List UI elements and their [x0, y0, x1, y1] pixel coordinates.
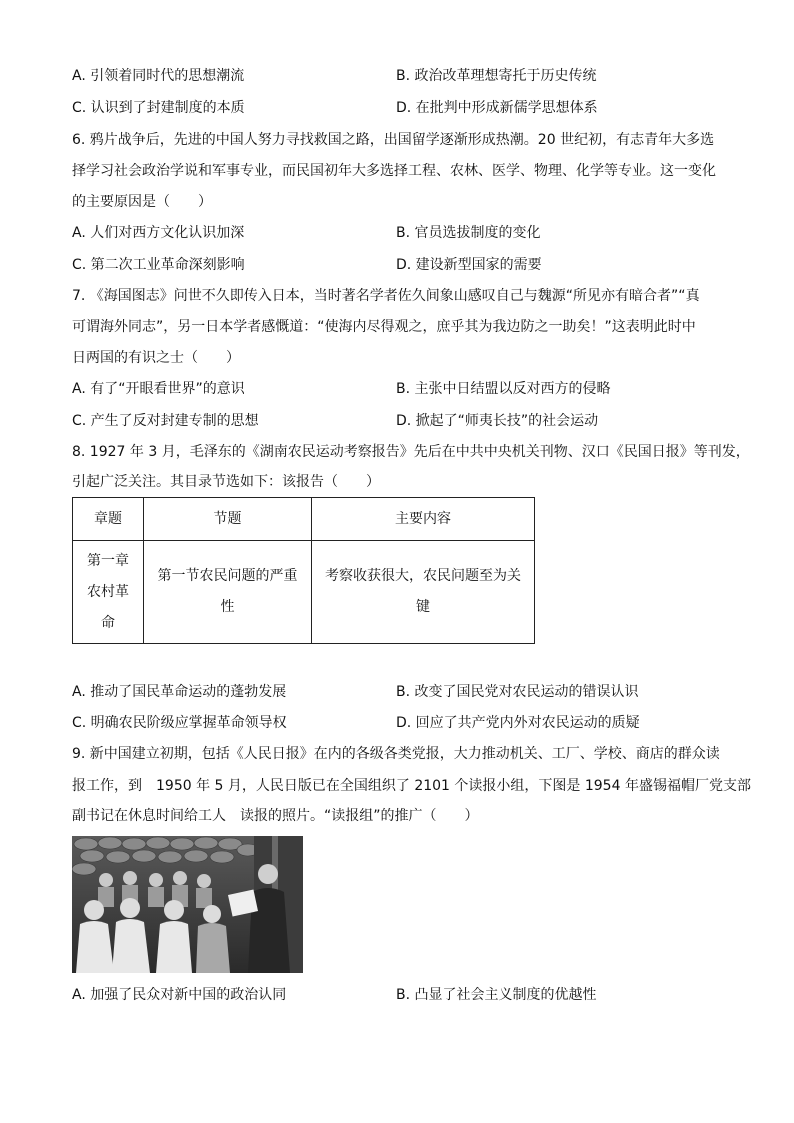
section-line: 第一节农民问题的严重 — [157, 568, 298, 584]
q9-option-b: B. 凸显了社会主义制度的优越性 — [396, 987, 597, 1003]
q6-stem-line1: 6. 鸦片战争后，先进的中国人努力寻找救国之路，出国留学逐渐形成热潮。20 世纪初，有志青年大多选 — [72, 132, 715, 148]
table-cell-chapter — [73, 541, 144, 644]
chapter-line: 农村革 — [87, 583, 129, 600]
table-cell-content — [312, 541, 535, 644]
content-line: 考察收获很大，农民问题至为关 — [325, 568, 521, 584]
q7-option-d: D. 掀起了“师夷长技”的社会运动 — [396, 413, 599, 429]
q7-option-c: C. 产生了反对封建专制的思想 — [72, 413, 259, 429]
q8-option-a: A. 推动了国民革命运动的蓬勃发展 — [72, 684, 287, 700]
table-cell-section — [144, 541, 312, 644]
q8-stem-line1: 8. 1927 年 3 月，毛泽东的《湖南农民运动考察报告》先后在中共中央机关刊物、汉口《民国日报》等刊发， — [72, 444, 750, 460]
section-line: 性 — [220, 599, 235, 615]
q8-option-b: B. 改变了国民党对农民运动的错误认识 — [396, 684, 639, 700]
report-toc-table — [72, 497, 535, 644]
q9-stem-line1: 9. 新中国建立初期，包括《人民日报》在内的各级各类党报，大力推动机关、工厂、学校、商店的群众读 — [72, 746, 720, 762]
q9-option-a: A. 加强了民众对新中国的政治认同 — [72, 987, 287, 1003]
q9-stem-line2: 报工作，到 1950 年 5 月，人民日版已在全国组织了 2101 个读报小组，下图是 1954 年盛锡福帽厂党支部 — [72, 778, 751, 794]
table-header-content: 主要内容 — [312, 498, 535, 541]
newspaper-reading-photo — [72, 836, 303, 973]
q5-option-d: D. 在批判中形成新儒学思想体系 — [396, 100, 598, 116]
q8-option-c: C. 明确农民阶级应掌握革命领导权 — [72, 715, 287, 731]
q6-stem-line2: 择学习社会政治学说和军事专业，而民国初年大多选择工程、农林、医学、物理、化学等专业。这一变化 — [72, 163, 716, 179]
table-header-section: 节题 — [144, 498, 312, 541]
q6-option-a: A. 人们对西方文化认识加深 — [72, 225, 245, 241]
q5-option-a: A. 引领着同时代的思想潮流 — [72, 68, 245, 84]
table-header-row — [73, 498, 535, 541]
q7-option-a: A. 有了“开眼看世界”的意识 — [72, 381, 245, 397]
q7-stem-line2: 可谓海外同志”，另一日本学者感慨道：“使海内尽得观之，庶乎其为我边防之一助矣！”这表明此时中 — [72, 319, 696, 335]
q7-stem-line3: 日两国的有识之士（ ） — [72, 350, 240, 366]
q7-stem-line1: 7. 《海国图志》问世不久即传入日本，当时著名学者佐久间象山感叹自己与魏源“所见亦有暗合者”“真 — [72, 288, 700, 304]
q6-stem-line3: 的主要原因是（ ） — [72, 194, 212, 210]
chapter-line: 命 — [101, 614, 115, 631]
table-row — [73, 541, 535, 644]
q6-option-b: B. 官员选拔制度的变化 — [396, 225, 541, 241]
content-line: 键 — [416, 599, 430, 615]
q7-option-b: B. 主张中日结盟以反对西方的侵略 — [396, 381, 611, 397]
table-header-chapter: 章题 — [73, 498, 144, 541]
q8-stem-line2: 引起广泛关注。其目录节选如下：该报告（ ） — [72, 474, 380, 490]
q5-option-c: C. 认识到了封建制度的本质 — [72, 100, 245, 116]
q9-stem-line3: 副书记在休息时间给工人 读报的照片。“读报组”的推广（ ） — [72, 808, 479, 824]
chapter-line: 第一章 — [87, 552, 129, 569]
q5-option-b: B. 政治改革理想寄托于历史传统 — [396, 68, 597, 84]
q8-option-d: D. 回应了共产党内外对农民运动的质疑 — [396, 715, 640, 731]
q6-option-c: C. 第二次工业革命深刻影响 — [72, 257, 245, 273]
q6-option-d: D. 建设新型国家的需要 — [396, 257, 542, 273]
